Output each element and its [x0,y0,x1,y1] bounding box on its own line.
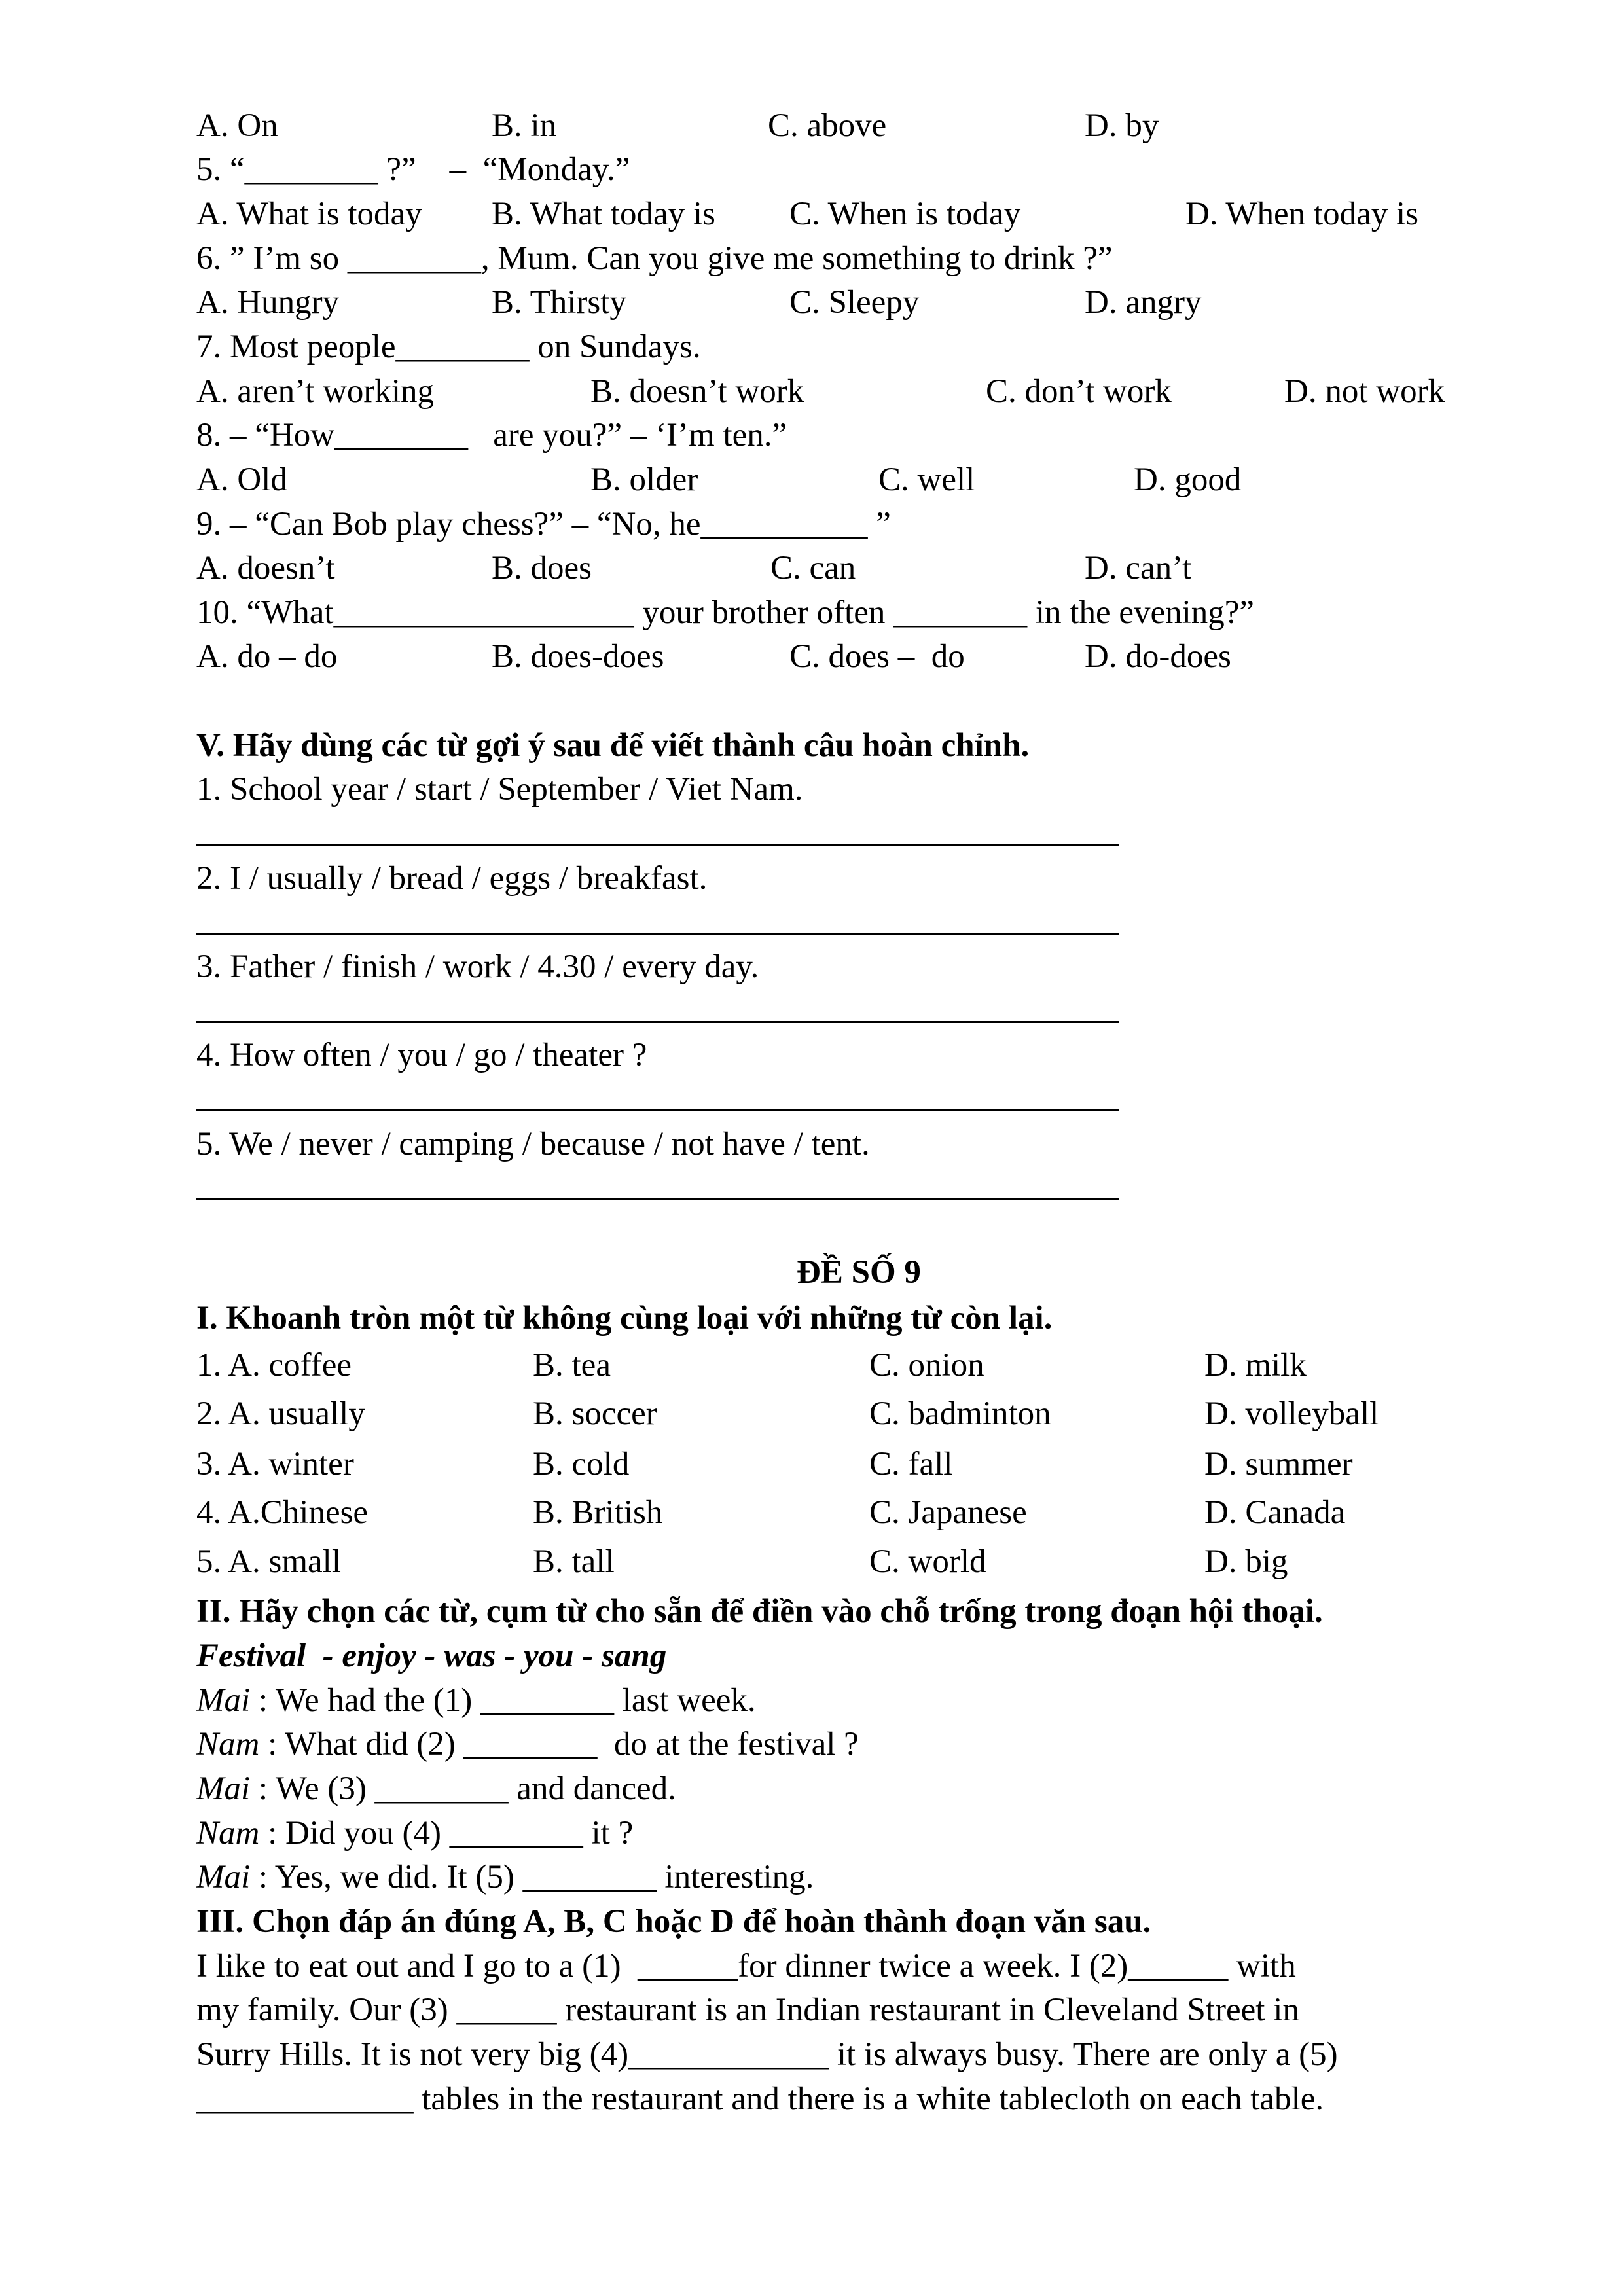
option: B. tea [533,1347,611,1384]
option: B. tall [533,1543,615,1580]
option: D. angry [1085,284,1202,321]
question-9: 9. – “Can Bob play chess?” – “No, he__________ ” [196,506,891,543]
option: A. doesn’t [196,550,335,586]
answer-line[interactable] [196,1109,1119,1111]
option: D. can’t [1085,550,1192,586]
section-1-heading: I. Khoanh tròn một từ không cùng loại với những từ còn lại. [196,1300,1053,1336]
section-3-heading: III. Chọn đáp án đúng A, B, C hoặc D để hoàn thành đoạn văn sau. [196,1903,1151,1940]
option: 1. A. coffee [196,1347,352,1384]
answer-line[interactable] [196,1198,1119,1200]
option: D. milk [1204,1347,1307,1384]
speaker: Nam [196,1726,260,1763]
question-5: 5. “________ ?” – “Monday.” [196,151,630,188]
line-text: : We had the (1) ________ last week. [250,1682,756,1719]
speaker: Mai [196,1770,251,1807]
speaker: Mai [196,1682,251,1719]
option: A. What is today [196,196,422,232]
prompt: 5. We / never / camping / because / not have / tent. [196,1126,870,1162]
option: A. aren’t working [196,373,435,410]
line-text: : Did you (4) ________ it ? [259,1815,634,1852]
dialogue-line [196,1682,756,1719]
dialogue-line [196,1770,676,1807]
option: B. does [492,550,592,586]
dialogue-line [196,1859,814,1895]
prompt: 4. How often / you / go / theater ? [196,1037,647,1073]
option: 2. A. usually [196,1395,365,1432]
paragraph-line: I like to eat out and I go to a (1) ______for dinner twice a week. I (2)______ with [196,1948,1296,1984]
option: A. Hungry [196,284,340,321]
test-title: ĐỀ SỐ 9 [797,1254,921,1291]
option: C. When is today [789,196,1021,232]
option: A. On [196,107,278,144]
option: A. Old [196,461,287,498]
paragraph-line: Surry Hills. It is not very big (4)____________ it is always busy. There are only a (5) [196,2036,1338,2073]
option: D. not work [1284,373,1445,410]
option: D. good [1134,461,1242,498]
dialogue-line [196,1815,633,1852]
option: C. does – do [789,638,965,675]
option: C. fall [869,1446,953,1482]
answer-line[interactable] [196,1021,1119,1023]
word-bank: Festival - enjoy - was - you - sang [196,1638,667,1674]
option: C. above [768,107,887,144]
option: D. do-does [1085,638,1231,675]
line-text: : Yes, we did. It (5) ________ interesting. [250,1859,814,1895]
section-2-heading: II. Hãy chọn các từ, cụm từ cho sẵn để điền vào chỗ trống trong đoạn hội thoại. [196,1593,1323,1630]
option: B. cold [533,1446,630,1482]
speaker: Nam [196,1815,260,1852]
answer-line[interactable] [196,933,1119,935]
section-5-heading: V. Hãy dùng các từ gợi ý sau để viết thành câu hoàn chỉnh. [196,727,1030,764]
prompt: 3. Father / finish / work / 4.30 / every day. [196,948,759,985]
answer-line[interactable] [196,844,1119,846]
option: B. older [590,461,698,498]
option: C. Sleepy [789,284,920,321]
dialogue-line [196,1726,859,1763]
question-7: 7. Most people________ on Sundays. [196,329,701,365]
option: B. in [492,107,557,144]
option: C. don’t work [986,373,1172,410]
option: C. can [770,550,856,586]
line-text: : What did (2) ________ do at the festival ? [259,1726,859,1763]
option: 5. A. small [196,1543,342,1580]
option: D. When today is [1185,196,1419,232]
option: C. onion [869,1347,984,1384]
option: 4. A.Chinese [196,1494,369,1531]
option: D. volleyball [1204,1395,1379,1432]
option: B. doesn’t work [590,373,804,410]
option: D. Canada [1204,1494,1346,1531]
option: A. do – do [196,638,338,675]
question-8: 8. – “How________ are you?” – ‘I’m ten.” [196,417,787,454]
option: C. well [878,461,975,498]
line-text: : We (3) ________ and danced. [250,1770,676,1807]
question-10: 10. “What__________________ your brother often ________ in the evening?” [196,594,1255,631]
option: B. What today is [492,196,715,232]
option: D. big [1204,1543,1288,1580]
option: B. does-does [492,638,664,675]
option: C. Japanese [869,1494,1027,1531]
prompt: 2. I / usually / bread / eggs / breakfast. [196,860,708,897]
question-6: 6. ” I’m so ________, Mum. Can you give me something to drink ?” [196,240,1113,277]
prompt: 1. School year / start / September / Viet Nam. [196,771,803,808]
paragraph-line: _____________ tables in the restaurant and there is a white tablecloth on each table. [196,2081,1324,2117]
option: D. summer [1204,1446,1353,1482]
option: B. British [533,1494,663,1531]
option: C. badminton [869,1395,1051,1432]
option: C. world [869,1543,986,1580]
option: D. by [1085,107,1159,144]
option: 3. A. winter [196,1446,354,1482]
option: B. soccer [533,1395,657,1432]
option: B. Thirsty [492,284,626,321]
speaker: Mai [196,1859,251,1895]
paragraph-line: my family. Our (3) ______ restaurant is an Indian restaurant in Cleveland Street in [196,1992,1299,2028]
